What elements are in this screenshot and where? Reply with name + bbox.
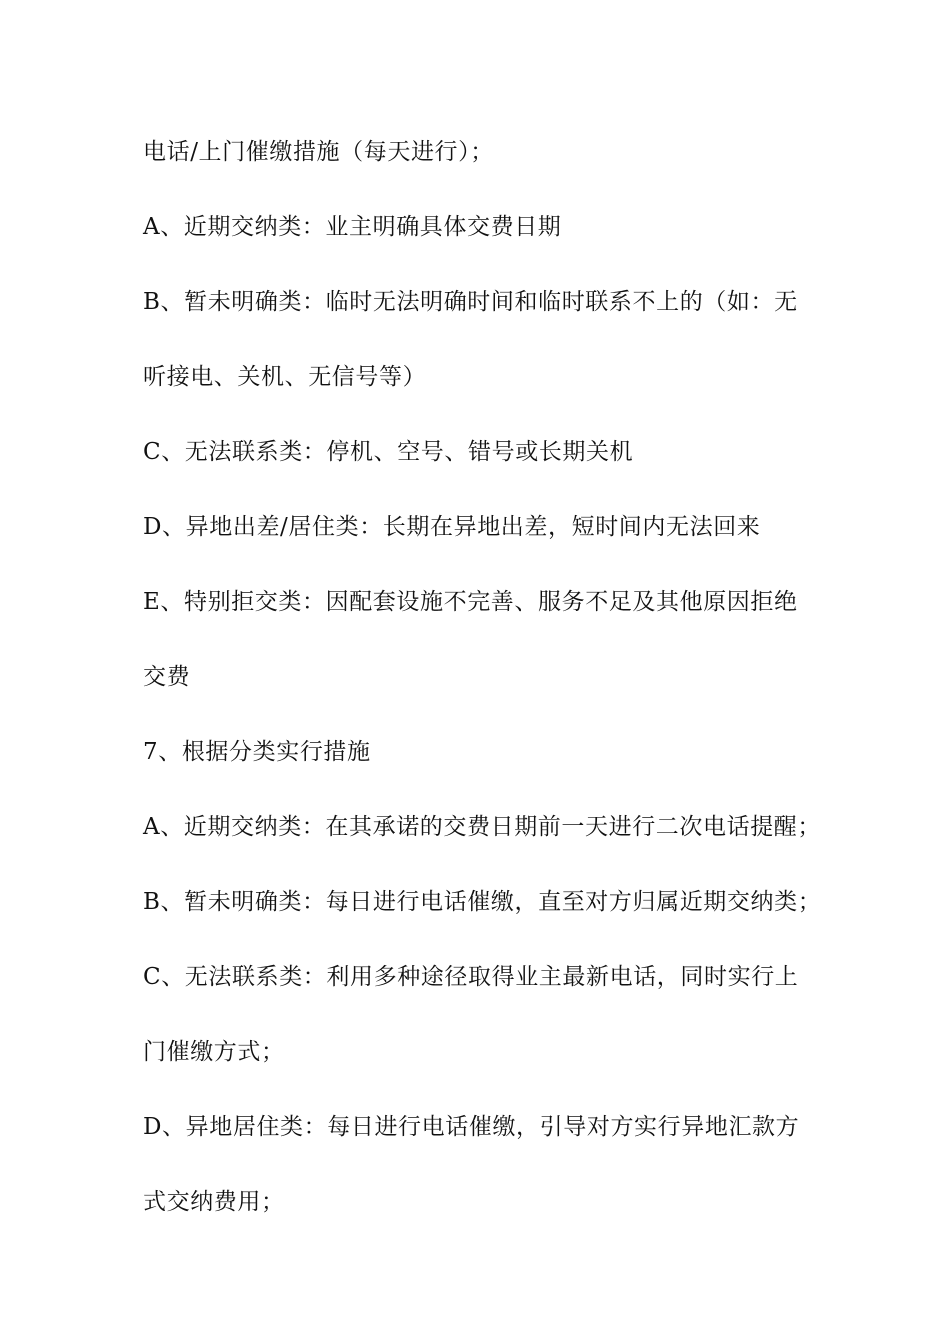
measure-c-unreachable: C、无法联系类：利用多种途径取得业主最新电话，同时实行上 [143, 964, 799, 990]
category-e-refusal-cont: 交费 [143, 664, 191, 690]
measure-a-near-term: A、近期交纳类：在其承诺的交费日期前一天进行二次电话提醒； [143, 814, 822, 840]
category-e-refusal: E、特别拒交类：因配套设施不完善、服务不足及其他原因拒绝 [143, 589, 798, 615]
section-7-heading: 7、根据分类实行措施 [143, 739, 371, 765]
category-d-remote: D、异地出差/居住类：长期在异地出差，短时间内无法回来 [143, 514, 761, 540]
measure-phone-visit-heading: 电话/上门催缴措施（每天进行）； [143, 139, 494, 165]
measure-c-unreachable-cont: 门催缴方式； [143, 1039, 285, 1065]
measure-d-remote: D、异地居住类：每日进行电话催缴，引导对方实行异地汇款方 [143, 1114, 800, 1140]
measure-b-undetermined: B、暂未明确类：每日进行电话催缴，直至对方归属近期交纳类； [143, 889, 822, 915]
measure-d-remote-cont: 式交纳费用； [143, 1189, 285, 1215]
category-a-near-term: A、近期交纳类：业主明确具体交费日期 [143, 214, 562, 240]
category-b-undetermined-cont: 听接电、关机、无信号等） [143, 364, 427, 390]
document-body [143, 128, 823, 1253]
category-b-undetermined: B、暂未明确类：临时无法明确时间和临时联系不上的（如：无 [143, 289, 798, 315]
category-c-unreachable: C、无法联系类：停机、空号、错号或长期关机 [143, 439, 634, 465]
